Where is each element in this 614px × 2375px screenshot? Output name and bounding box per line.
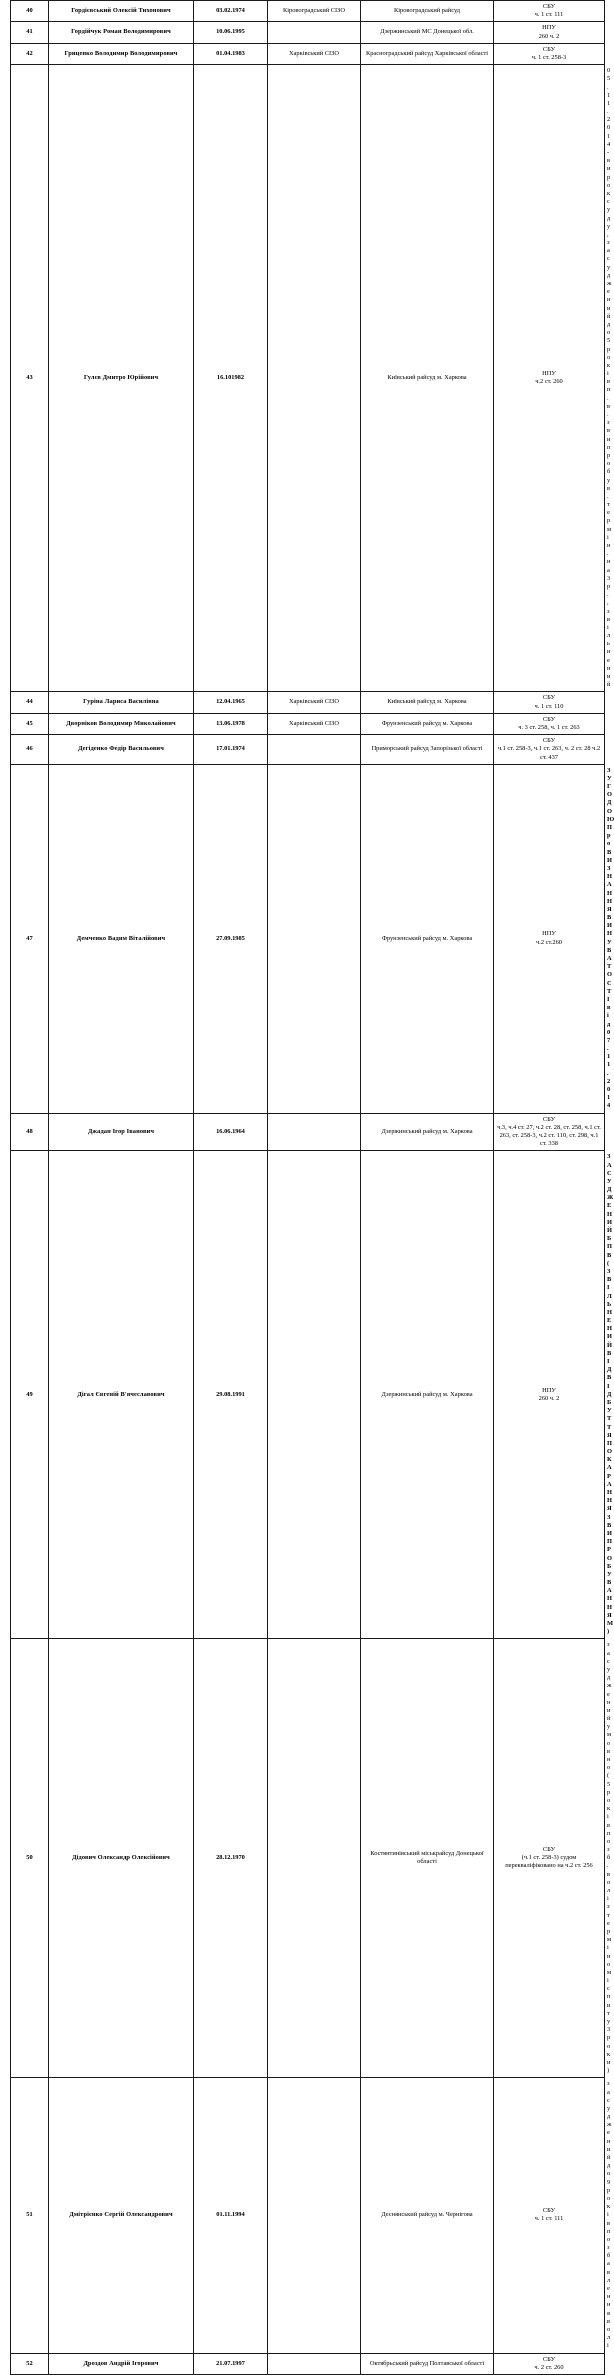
date-of-birth: 16.06.1964 bbox=[194, 1113, 268, 1151]
table-row bbox=[11, 22, 605, 43]
agency-articles: 260 ч. 2 bbox=[538, 32, 560, 40]
row-number: 52 bbox=[11, 2353, 49, 2374]
detention-facility: Кіровоградський СІЗО bbox=[268, 1, 361, 22]
row-number: 49 bbox=[11, 1151, 49, 1639]
detention-facility: Харківський СІЗО bbox=[268, 713, 361, 734]
table-row bbox=[11, 713, 605, 734]
table-row: 51 Дмітрієнко Сергій Олександрович 01.11.1994 Деснянський райсуд м. Чернігова СБУ ч. 1 ст. 111 засуджений до 9 років позбавлення волі bbox=[11, 2078, 605, 2353]
agency-org: СБУ bbox=[542, 715, 556, 723]
agency-articles: ч. 3 ст. 258, ч. 1 ст. 263 bbox=[518, 723, 580, 731]
table-row: 43 Гулєв Дмитро Юрійович 16.101982 Київський райсуд м. Харкова НПУ ч.2 ст. 260 05.11.2014 - вирок суду, засуджений до 5 років п.в. з випробув. термін. на 3 р., звільнений bbox=[11, 65, 605, 692]
agency-articles: ч. 1 ст. 111 bbox=[534, 2215, 564, 2223]
date-of-birth: 29.08.1991 bbox=[194, 1151, 268, 1639]
agency-org: СБУ bbox=[542, 737, 556, 745]
person-name: Гуріна Лариса Василівна bbox=[49, 692, 194, 713]
agency-articles: ч.3, ч.4 ст. 27, ч.2 ст. 28, ст. 258, ч.1 ст. 263, ст. 258-3, ч.2 ст. 110, ст. 298, ч.1 ст. 338 bbox=[497, 1123, 601, 1148]
table-body bbox=[11, 1, 614, 2375]
agency-and-articles bbox=[494, 1639, 605, 2078]
agency-and-articles bbox=[494, 2353, 605, 2374]
agency-and-articles bbox=[494, 735, 605, 765]
date-of-birth: 16.101982 bbox=[194, 65, 268, 692]
detention-facility bbox=[268, 2353, 361, 2374]
agency-org: СБУ bbox=[542, 2207, 556, 2215]
agency-org: НПУ bbox=[542, 24, 556, 32]
court-name: Дзержинський МС Донецької обл. bbox=[361, 22, 494, 43]
person-name: Демченко Вадим Віталійович bbox=[49, 764, 194, 1113]
agency-and-articles bbox=[494, 1151, 605, 1639]
agency-org: НПУ bbox=[542, 930, 556, 938]
date-of-birth: 10.06.1995 bbox=[194, 22, 268, 43]
agency-org: СБУ bbox=[542, 1115, 556, 1123]
court-name: Кіровоградський райсуд bbox=[361, 1, 494, 22]
agency-and-articles bbox=[494, 692, 605, 713]
row-number: 43 bbox=[11, 65, 49, 692]
table-row bbox=[11, 1, 605, 22]
row-number: 44 bbox=[11, 692, 49, 713]
row-number: 42 bbox=[11, 43, 49, 64]
court-name: Київський райсуд м. Харкова bbox=[361, 65, 494, 692]
person-name: Гордійчук Роман Володимирович bbox=[49, 22, 194, 43]
person-name: Дегіденко Федір Васильович bbox=[49, 735, 194, 765]
person-name: Гулєв Дмитро Юрійович bbox=[49, 65, 194, 692]
row-number: 41 bbox=[11, 22, 49, 43]
table-row: 50 Дідович Олександр Олексійович 28.12.1970 Костянтинівський міськрайсуд Донецької області СБУ (ч.1 ст. 258-3) судом перекваліфіковано на ч.2 ст. 256 засуджений умовно (5 років позб. волі з терміном іспиту 3 роки) bbox=[11, 1639, 605, 2078]
agency-org: СБУ bbox=[542, 1846, 556, 1854]
agency-articles: ч. 1 ст. 110 bbox=[534, 702, 564, 710]
agency-and-articles bbox=[494, 713, 605, 734]
agency-articles: ч. 2 ст. 260 bbox=[534, 2363, 564, 2371]
row-number: 47 bbox=[11, 764, 49, 1113]
table-row bbox=[11, 43, 605, 64]
agency-and-articles bbox=[494, 65, 605, 692]
row-number: 50 bbox=[11, 1639, 49, 2078]
detention-facility bbox=[268, 1639, 361, 2078]
row-number: 48 bbox=[11, 1113, 49, 1151]
court-name: Костянтинівський міськрайсуд Донецької області bbox=[361, 1639, 494, 2078]
agency-articles: ч. 1 ст. 111 bbox=[534, 11, 564, 19]
detention-facility: Харківський СІЗО bbox=[268, 43, 361, 64]
agency-org: СБУ bbox=[542, 3, 556, 10]
agency-org: СБУ bbox=[542, 2355, 556, 2363]
date-of-birth: 17.01.1974 bbox=[194, 735, 268, 765]
person-name: Гордієвський Олексій Тихонович bbox=[49, 1, 194, 22]
row-number: 45 bbox=[11, 713, 49, 734]
detention-facility bbox=[268, 1151, 361, 1639]
agency-and-articles bbox=[494, 43, 605, 64]
court-name: Октябрьський райсуд Полтавської області bbox=[361, 2353, 494, 2374]
row-number: 40 bbox=[11, 1, 49, 22]
agency-articles: ч. 1 ст. 258-3 bbox=[531, 53, 567, 61]
row-number: 46 bbox=[11, 735, 49, 765]
court-name: Дзержинський райсуд м. Харкова bbox=[361, 1113, 494, 1151]
court-name: Дзержинський райсуд м. Харкова bbox=[361, 1151, 494, 1639]
person-name: Дроздов Андрій Ігорович bbox=[49, 2353, 194, 2374]
person-name: Гриценко Володимир Володимирович bbox=[49, 43, 194, 64]
agency-org: НПУ bbox=[542, 370, 556, 378]
agency-and-articles bbox=[494, 1113, 605, 1151]
row-number: 51 bbox=[11, 2078, 49, 2353]
detention-facility bbox=[268, 764, 361, 1113]
agency-articles: (ч.1 ст. 258-3) судом перекваліфіковано на ч.2 ст. 256 bbox=[505, 1854, 593, 1870]
detention-facility: Харківський СІЗО bbox=[268, 692, 361, 713]
person-name: Дідович Олександр Олексійович bbox=[49, 1639, 194, 2078]
court-name: Деснянський райсуд м. Чернігова bbox=[361, 2078, 494, 2353]
court-name: Фрунзенський райсуд м. Харкова bbox=[361, 713, 494, 734]
court-name: Фрунзенський райсуд м. Харкова bbox=[361, 764, 494, 1113]
agency-and-articles bbox=[494, 22, 605, 43]
table-row bbox=[11, 735, 605, 765]
date-of-birth: 28.12.1970 bbox=[194, 1639, 268, 2078]
person-name: Дмітрієнко Сергій Олександрович bbox=[49, 2078, 194, 2353]
date-of-birth: 01.04.1983 bbox=[194, 43, 268, 64]
table-row bbox=[11, 2353, 605, 2374]
person-name: Дворніков Володимир Миколайович bbox=[49, 713, 194, 734]
date-of-birth: 03.02.1974 bbox=[194, 1, 268, 22]
agency-articles: ч.2 ст.260 bbox=[536, 938, 562, 946]
person-name: Дігал Євгеній В'ячеславович bbox=[49, 1151, 194, 1639]
date-of-birth: 13.06.1978 bbox=[194, 713, 268, 734]
date-of-birth: 27.09.1985 bbox=[194, 764, 268, 1113]
detention-facility bbox=[268, 2078, 361, 2353]
detention-facility bbox=[268, 65, 361, 692]
court-name: Приморський райсуд Запорізької області bbox=[361, 735, 494, 765]
court-name: Київський райсуд м. Харкова bbox=[361, 692, 494, 713]
agency-org: СБУ bbox=[542, 45, 556, 53]
agency-articles: ч.2 ст. 260 bbox=[535, 378, 563, 386]
agency-and-articles bbox=[494, 2078, 605, 2353]
agency-and-articles bbox=[494, 1, 605, 22]
detention-facility bbox=[268, 1113, 361, 1151]
date-of-birth: 21.07.1997 bbox=[194, 2353, 268, 2374]
table-row: 47 Демченко Вадим Віталійович 27.09.1985 Фрунзенський райсуд м. Харкова НПУ ч.2 ст.260 З УГОДОЮ Про ВИЗНАННЯ ВИНУВАТОСТІ від 07.11.2014 bbox=[11, 764, 605, 1113]
agency-org: СБУ bbox=[542, 694, 556, 702]
date-of-birth: 12.04.1965 bbox=[194, 692, 268, 713]
agency-and-articles bbox=[494, 764, 605, 1113]
date-of-birth: 01.11.1994 bbox=[194, 2078, 268, 2353]
agency-articles: 260 ч. 2 bbox=[538, 1394, 560, 1402]
table-row: 49 Дігал Євгеній В'ячеславович 29.08.1991 Дзержинський райсуд м. Харкова НПУ 260 ч. 2 ЗАСУДЖЕНИЙ БПВ (ЗВІЛЬНЕНИЙ ВІД ВІДБУТТЯ ПОКАРАННЯ З ВИПРОБУВАННЯМ) bbox=[11, 1151, 605, 1639]
register-table bbox=[10, 0, 614, 2375]
agency-org: НПУ bbox=[542, 1386, 556, 1394]
table-row bbox=[11, 692, 605, 713]
detention-facility bbox=[268, 22, 361, 43]
agency-articles: ч.1 ст. 258-3, ч.1 ст. 263, ч. 2 ст. 28 ч.2 ст. 437 bbox=[497, 745, 601, 761]
table-row bbox=[11, 1113, 605, 1151]
detention-facility bbox=[268, 735, 361, 765]
court-name: Красноградський райсуд Харківської області bbox=[361, 43, 494, 64]
person-name: Джадан Ігор Іванович bbox=[49, 1113, 194, 1151]
